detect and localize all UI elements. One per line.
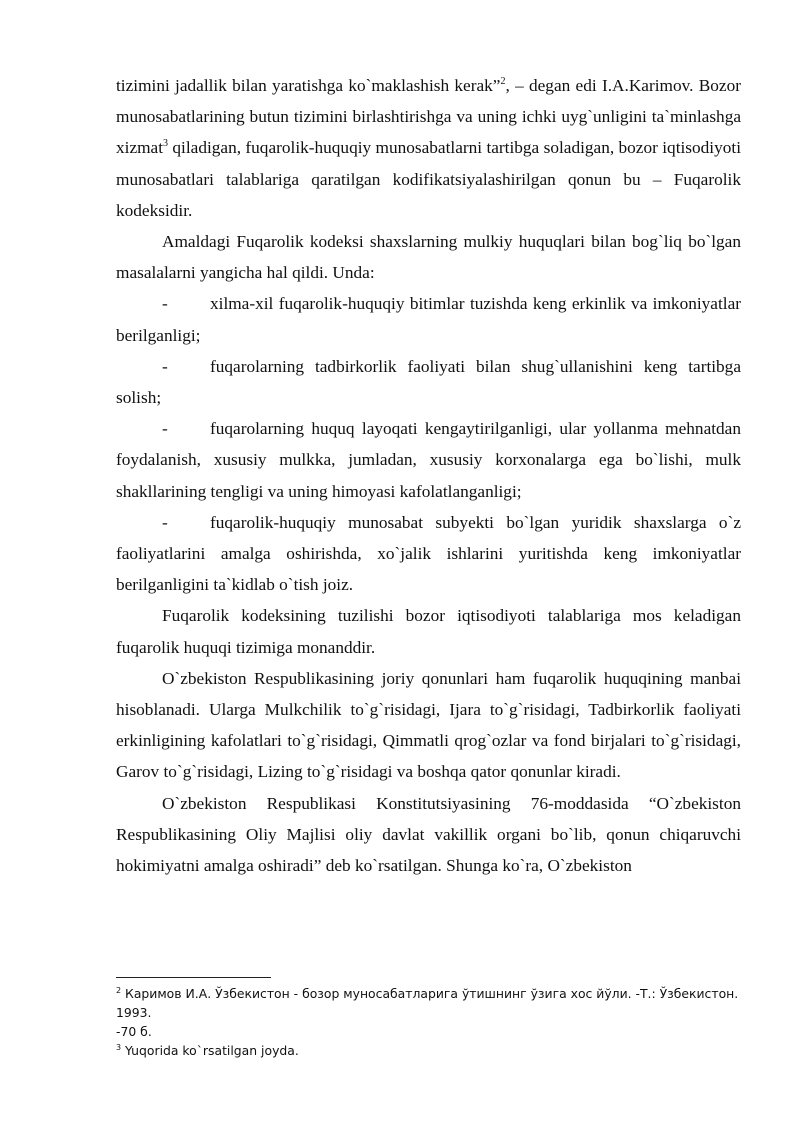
list-item bbox=[116, 351, 741, 413]
dash-bullet: - bbox=[162, 294, 168, 314]
paragraph-code-structure: Fuqarolik kodeksining tuzilishi bozor iqtisodiyoti talablariga mos keladigan fuqarolik huquqi tizimiga monanddir. bbox=[116, 606, 741, 657]
paragraph-current-laws: O`zbekiston Respublikasining joriy qonunlari ham fuqarolik huquqining manbai hisoblanadi. Ularga Mulkchilik to`g`risidagi, Ijara to`g`risidagi, Tadbirkorlik faoliyati erkinligining kafolatlari to`g`risidagi, Qimmatli qrog`ozlar va fond birjalari to`g`risidagi, Garov to`g`risidagi, Lizing to`g`risidagi va boshqa qator qonunlar kiradi. bbox=[116, 668, 741, 782]
list-item-text: xilma-xil fuqarolik-huquqiy bitimlar tuzishda keng erkinlik va imkoniyatlar berilganligi; bbox=[116, 294, 741, 345]
footnote-ref-3[interactable]: 3 bbox=[163, 138, 169, 150]
list-item bbox=[116, 507, 741, 601]
footnote-mark: 3 bbox=[116, 1042, 122, 1052]
footnote-divider bbox=[116, 977, 271, 978]
footnote-2 bbox=[116, 984, 746, 1022]
paragraph-text: qiladigan, fuqarolik-huquqiy munosabatlarni tartibga soladigan, bozor iqtisodiyoti munosabatlari talablariga qaratilgan kodifikatsiyalashirilgan qonun bu – Fuqarolik kodeksidir. bbox=[116, 138, 741, 220]
list-item bbox=[116, 413, 741, 507]
list-item-text: fuqarolarning huquq layoqati kengaytirilganligi, ular yollanma mehnatdan foydalanish, xususiy mulkka, jumladan, xususiy korxonalarga ega bo`lishi, mulk shakllarining tengligi va uning himoyasi kafolatlanganligi; bbox=[116, 419, 741, 501]
footnotes bbox=[116, 984, 746, 1060]
list-item bbox=[116, 288, 741, 350]
footnote-2-continuation: -70 б. bbox=[116, 1024, 152, 1039]
paragraph-constitution: O`zbekiston Respublikasi Konstitutsiyasining 76-moddasida “O`zbekiston Respublikasining Oliy Majlisi oliy davlat vakillik organi bo`lib, qonun chiqaruvchi hokimiyatni amalga oshiradi” deb ko`rsatilgan. Shunga ko`ra, O`zbekiston bbox=[116, 793, 741, 876]
list-item-text: fuqarolarning tadbirkorlik faoliyati bilan shug`ullanishini keng tartibga solish; bbox=[116, 356, 741, 408]
paragraph-text: tizimini jadallik bilan yaratishga ko`maklashish kerak” bbox=[116, 76, 501, 95]
paragraph-civil-code: Amaldagi Fuqarolik kodeksi shaxslarning mulkiy huquqlari bilan bog`liq bo`lgan masalalarni yangicha hal qildi. Unda: bbox=[116, 232, 741, 283]
footnote-text: Каримов И.А. Ўзбекистон - бозор муносабатларига ўтишнинг ўзига хос йўли. -Т.: Ўзбекистон. 1993. bbox=[116, 986, 739, 1020]
dash-bullet: - bbox=[162, 419, 168, 439]
footnote-3 bbox=[116, 1041, 746, 1060]
list-item-text: fuqarolik-huquqiy munosabat subyekti bo`lgan yuridik shaxslarga o`z faoliyatlarini amalga oshirishda, xo`jalik ishlarini yuritishda keng imkoniyatlar berilganligini ta`kidlab o`tish joiz. bbox=[116, 512, 741, 595]
footnote-text: Yuqorida ko`rsatilgan joyda. bbox=[121, 1043, 299, 1058]
footnote-ref-2[interactable]: 2 bbox=[500, 76, 506, 88]
paragraph-text: , – degan edi I.A.Karimov. Bozor munosabatlarining butun tizimini birlashtirishga va uning ichki uyg`unligini ta`minlashga xizmat bbox=[116, 76, 741, 158]
paragraph-karimov-quote bbox=[116, 70, 741, 226]
dash-bullet: - bbox=[162, 512, 168, 532]
footnote-mark: 2 bbox=[116, 985, 122, 995]
dash-bullet: - bbox=[162, 356, 168, 376]
body-text bbox=[116, 70, 741, 881]
